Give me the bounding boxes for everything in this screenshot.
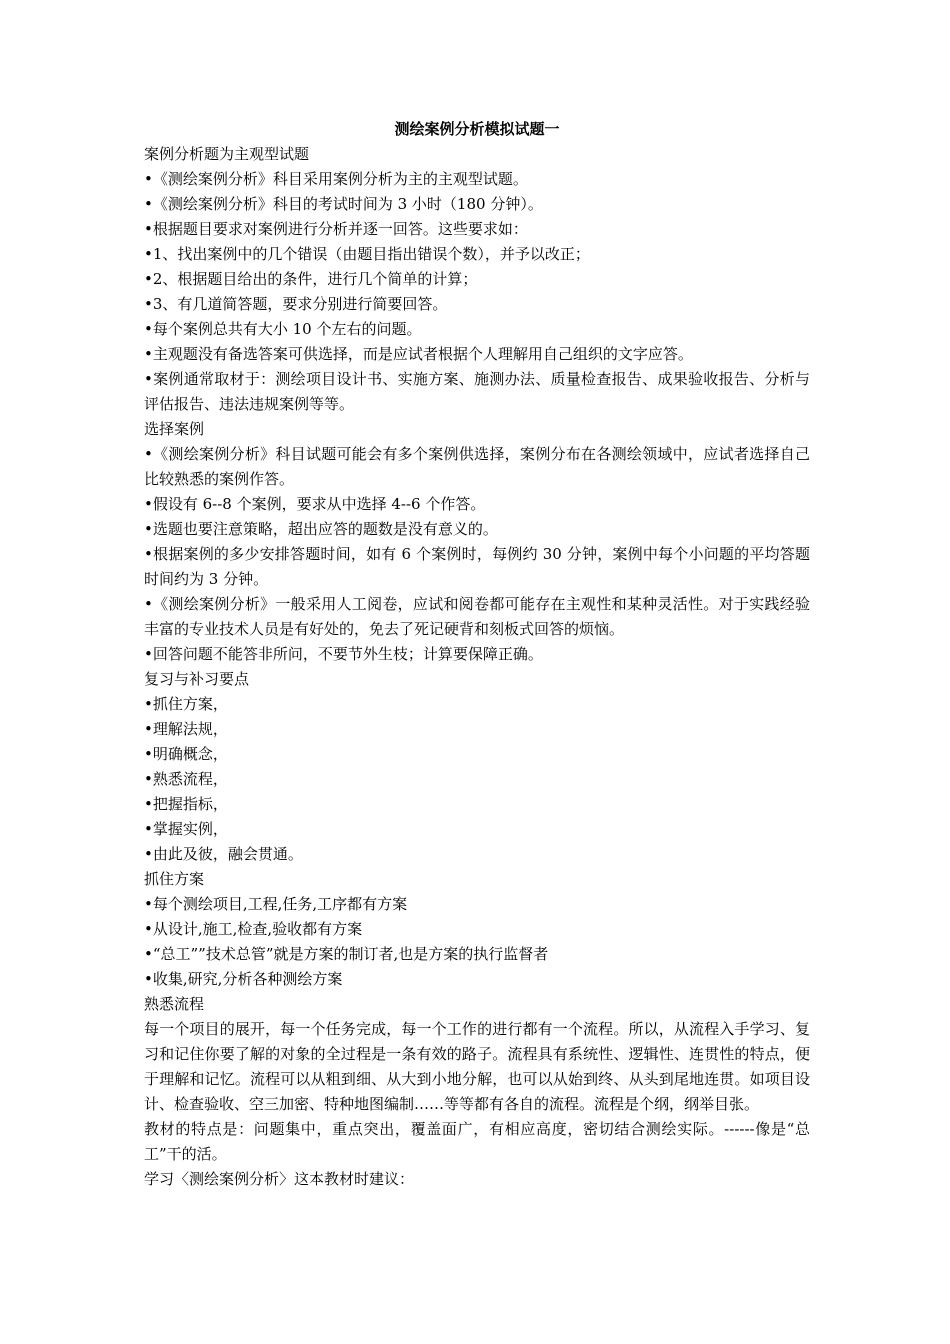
section-heading: 熟悉流程 (144, 995, 205, 1013)
list-item: •每个测绘项目,工程,任务,工序都有方案 (144, 895, 408, 913)
paragraph: •《测绘案例分析》科目采用案例分析为主的主观型试题。 (144, 170, 528, 188)
paragraph: 学习〈测绘案例分析〉这本教材时建议： (144, 1170, 415, 1188)
paragraph: •回答问题不能答非所问，不要节外生枝；计算要保障正确。 (144, 645, 543, 663)
paragraph: •案例通常取材于：测绘项目设计书、实施方案、施测办法、质量检查报告、成果验收报告、分析与评估报告、违法违规案例等等。 (144, 370, 810, 413)
list-item: •从设计,施工,检查,验收都有方案 (144, 920, 363, 938)
list-item: •熟悉流程， (144, 770, 228, 788)
paragraph: 每一个项目的展开，每一个任务完成，每一个工作的进行都有一个流程。所以，从流程入手学习、复习和记住你要了解的对象的全过程是一条有效的路子。流程具有系统性、逻辑性、连贯性的特点，便于理解和记忆。流程可以从粗到细、从大到小地分解，也可以从始到终、从头到尾地连贯。如项目设计、检查验收、空三加密、特种地图编制……等等都有各自的流程。流程是个纲，纲举目张。 (144, 1020, 810, 1113)
paragraph: •根据题目要求对案例进行分析并逐一回答。这些要求如： (144, 220, 528, 238)
list-item: •由此及彼，融会贯通。 (144, 845, 303, 863)
list-item: •“总工””技术总管”就是方案的制订者,也是方案的执行监督者 (144, 945, 549, 963)
paragraph: •1、找出案例中的几个错误（由题目指出错误个数），并予以改正； (144, 245, 590, 263)
list-item: •抓住方案， (144, 695, 228, 713)
paragraph: •每个案例总共有大小 10 个左右的问题。 (144, 320, 422, 338)
paragraph: •《测绘案例分析》一般采用人工阅卷，应试和阅卷都可能存在主观性和某种灵活性。对于实践经验丰富的专业技术人员是有好处的，免去了死记硬背和刻板式回答的烦恼。 (144, 595, 810, 638)
list-item: •明确概念， (144, 745, 228, 763)
list-item: •掌握实例， (144, 820, 228, 838)
section-heading: 复习与补习要点 (144, 670, 250, 688)
paragraph: •主观题没有备选答案可供选择，而是应试者根据个人理解用自己组织的文字应答。 (144, 345, 693, 363)
list-item: •把握指标， (144, 795, 228, 813)
document-title: 测绘案例分析模拟试题一 (394, 120, 560, 138)
paragraph: 案例分析题为主观型试题 (144, 145, 310, 163)
paragraph: •《测绘案例分析》科目的考试时间为 3 小时（180 分钟）。 (144, 195, 543, 213)
paragraph: •假设有 6--8 个案例，要求从中选择 4--6 个作答。 (144, 495, 486, 513)
paragraph: •根据案例的多少安排答题时间，如有 6 个案例时，每例约 30 分钟，案例中每个小问题的平均答题时间约为 3 分钟。 (144, 545, 810, 588)
paragraph: •选题也要注意策略，超出应答的题数是没有意义的。 (144, 520, 498, 538)
list-item: •理解法规， (144, 720, 228, 738)
paragraph: •《测绘案例分析》科目试题可能会有多个案例供选择，案例分布在各测绘领域中，应试者选择自己比较熟悉的案例作答。 (144, 445, 810, 488)
section-heading: 抓住方案 (144, 870, 205, 888)
section-heading: 选择案例 (144, 420, 205, 438)
document-body (144, 142, 810, 1192)
document-page (144, 118, 810, 1192)
paragraph: •3、有几道简答题，要求分别进行简要回答。 (144, 295, 448, 313)
paragraph: 教材的特点是：问题集中，重点突出，覆盖面广，有相应高度，密切结合测绘实际。------像是“总工”干的活。 (144, 1120, 810, 1163)
paragraph: •2、根据题目给出的条件，进行几个简单的计算； (144, 270, 478, 288)
list-item: •收集,研究,分析各种测绘方案 (144, 970, 343, 988)
